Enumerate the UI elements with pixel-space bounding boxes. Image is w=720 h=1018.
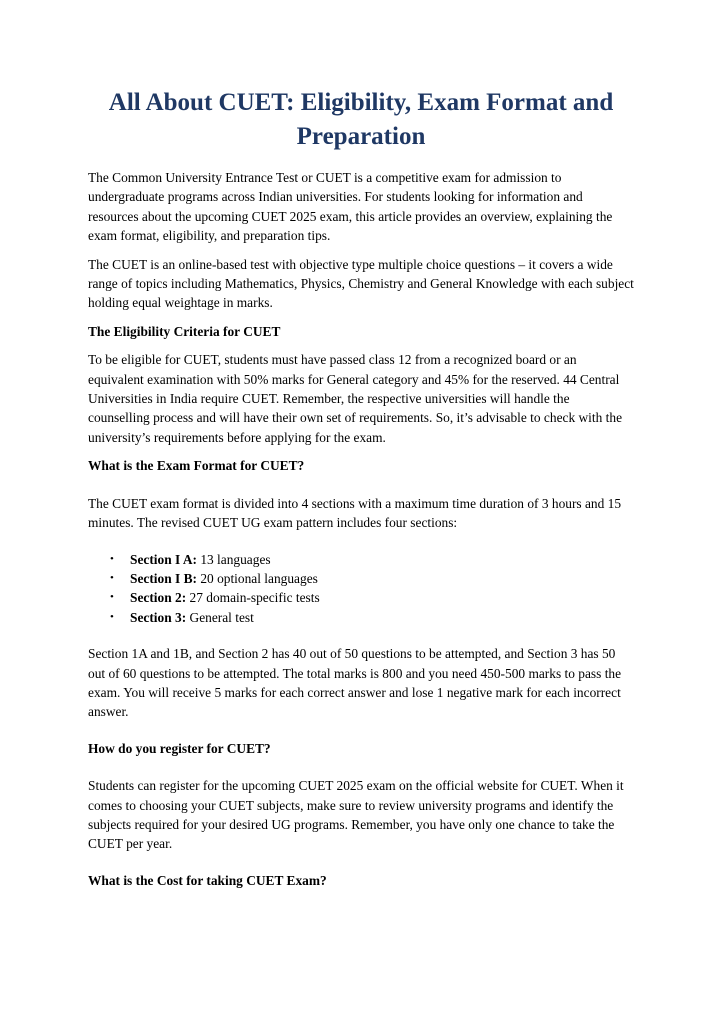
list-item — [110, 588, 634, 607]
sections-list — [88, 550, 634, 628]
section-desc: 13 languages — [200, 551, 271, 567]
intro-paragraph: The Common University Entrance Test or CUET is a competitive exam for admission to undergraduate programs across Indian universities. For students looking for information and resources about the upcoming CUET 2025 exam, this article provides an overview, explaining the exam format, eligibility, and preparation tips. — [88, 170, 613, 244]
section-desc: 20 optional languages — [200, 570, 318, 586]
register-heading: How do you register for CUET? — [88, 740, 271, 756]
section-label: Section 2: — [130, 590, 187, 606]
document-title: All About CUET: Eligibility, Exam Format and Preparation — [108, 89, 614, 150]
list-item — [110, 569, 634, 588]
section-label: Section 3: — [130, 609, 187, 625]
marks-paragraph: Section 1A and 1B, and Section 2 has 40 out of 50 questions to be attempted, and Section 3 has 50 out of 60 questions to be attempted. The total marks is 800 and you need 450-500 marks to pass the exam. You will receive 5 marks for each correct answer and lose 1 negative mark for each incorrect answer. — [88, 646, 622, 720]
section-label: Section I A: — [130, 551, 197, 567]
register-paragraph: Students can register for the upcoming CUET 2025 exam on the official website for CUET. When it comes to choosing your CUET subjects, make sure to review university programs and identify the subjects required for your desired UG programs. Remember, you have only one chance to take the CUET per year. — [88, 778, 624, 852]
eligibility-heading: The Eligibility Criteria for CUET — [88, 323, 281, 339]
bullet-icon: • — [110, 571, 114, 584]
list-item — [110, 608, 634, 627]
about-paragraph: The CUET is an online-based test with objective type multiple choice questions – it covers a wide range of topics including Mathematics, Physics, Chemistry and General Knowledge with each subject holding equal weightage in marks. — [88, 256, 634, 311]
eligibility-paragraph: To be eligible for CUET, students must have passed class 12 from a recognized board or an equivalent examination with 50% marks for General category and 45% for the reserved. 44 Central Universities in India require CUET. Remember, the respective universities will handle the counselling process and will have their own set of requirements. So, it’s advisable to check with the university’s requirements before applying for the exam. — [88, 352, 623, 445]
bullet-icon: • — [110, 591, 114, 604]
section-desc: 27 domain-specific tests — [189, 590, 320, 606]
cost-heading: What is the Cost for taking CUET Exam? — [88, 872, 327, 888]
list-item — [110, 550, 634, 569]
bullet-icon: • — [110, 552, 114, 565]
bullet-icon: • — [110, 610, 114, 623]
section-label: Section I B: — [130, 570, 197, 586]
exam-format-paragraph: The CUET exam format is divided into 4 sections with a maximum time duration of 3 hours and 15 minutes. The revised CUET UG exam pattern includes four sections: — [88, 495, 622, 531]
exam-format-heading: What is the Exam Format for CUET? — [88, 458, 305, 474]
section-desc: General test — [189, 609, 254, 625]
